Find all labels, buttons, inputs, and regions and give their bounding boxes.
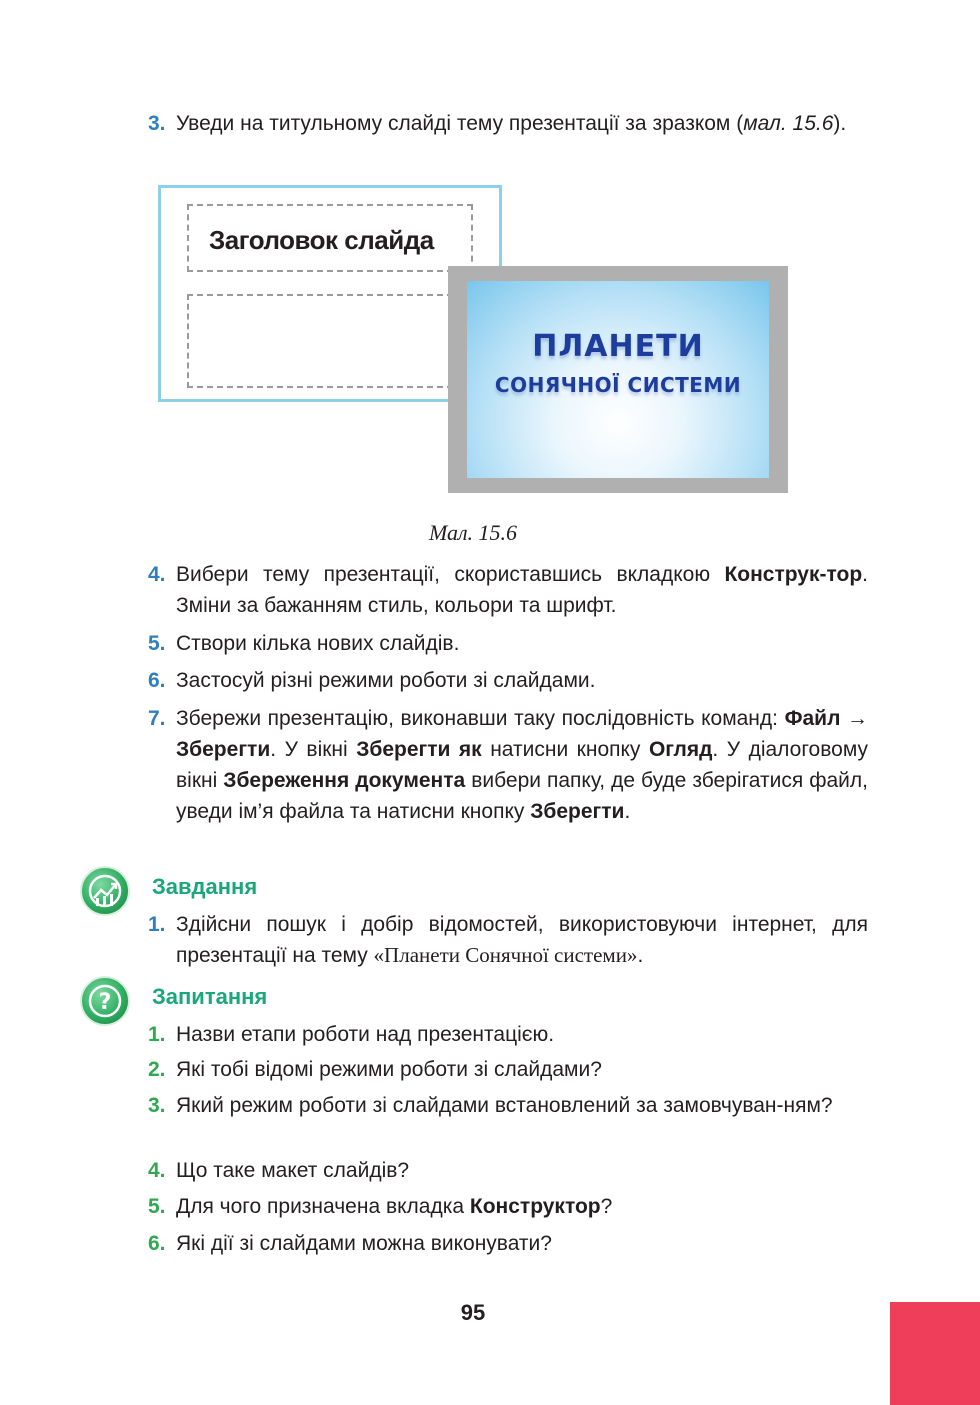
title-placeholder-text: Заголовок слайда: [209, 225, 434, 255]
step-5: 5. Створи кілька нових слайдів.: [148, 628, 868, 659]
question-number: 1.: [148, 1023, 166, 1046]
step-4: 4. Вибери тему презентації, скориставшись вкладкою Конструк-тор. Зміни за бажанням стиль, кольори та шрифт.: [148, 559, 868, 621]
step-number: 3.: [148, 112, 166, 135]
title-placeholder: [187, 204, 473, 272]
step-6: 6. Застосуй різні режими роботи зі слайдами.: [148, 665, 868, 696]
figure-reference: мал. 15.6: [743, 112, 834, 135]
question-5: 5. Для чого призначена вкладка Конструктор?: [148, 1191, 868, 1222]
tasks-title: Завдання: [152, 874, 258, 899]
step-number: 5.: [148, 632, 166, 655]
step-number: 7.: [148, 707, 166, 730]
question-number: 4.: [148, 1159, 166, 1182]
question-4: 4. Що таке макет слайдів?: [148, 1155, 868, 1186]
question-2: 2. Які тобі відомі режими роботи зі слайдами?: [148, 1054, 868, 1085]
question-number: 3.: [148, 1094, 166, 1117]
step-text: Уведи на титульному слайді тему презентації за зразком (: [176, 112, 744, 135]
task-1: 1. Здійсни пошук і добір відомостей, використовуючи інтернет, для презентації на тему «Планети Сонячної системи».: [148, 909, 868, 971]
slide-title: ПЛАНЕТИ: [532, 329, 704, 364]
page-edge-tab: [890, 1302, 980, 1405]
presentation-topic: «Планети Сонячної системи»: [373, 943, 638, 967]
question-3: 3. Який режим роботи зі слайдами встановлений за замовчуван-ням?: [148, 1090, 868, 1121]
subtitle-placeholder: [187, 294, 473, 388]
title-slide-preview: [448, 266, 788, 493]
slide-background: [467, 281, 769, 478]
questions-title: Запитання: [152, 984, 268, 1009]
step-7: 7. Збережи презентацію, виконавши таку послідовність команд: Файл → Зберегти. У вікні Зберегти як натисни кнопку Огляд. У діалоговому вікні Збереження документа вибери папку, де буде зберігатися файл, уведи ім’я файла та натисни кнопку Зберегти.: [148, 703, 868, 827]
question-number: 5.: [148, 1195, 166, 1218]
question-icon: [80, 976, 130, 1026]
question-6: 6. Які дії зі слайдами можна виконувати?: [148, 1228, 868, 1259]
svg-text:?: ?: [98, 990, 112, 1015]
slide-subtitle: СОНЯЧНОЇ СИСТЕМИ: [494, 373, 742, 397]
question-1: 1. Назви етапи роботи над презентацією.: [148, 1019, 868, 1050]
task-number: 1.: [148, 913, 166, 936]
step-number: 4.: [148, 563, 166, 586]
page-number: 95: [460, 1300, 486, 1325]
chart-icon: [80, 866, 130, 916]
step-3: 3. Уведи на титульному слайді тему презентації за зразком (мал. 15.6).: [148, 108, 868, 139]
question-number: 6.: [148, 1232, 166, 1255]
step-number: 6.: [148, 669, 166, 692]
figure-caption: Мал. 15.6: [428, 520, 518, 545]
question-number: 2.: [148, 1058, 166, 1081]
